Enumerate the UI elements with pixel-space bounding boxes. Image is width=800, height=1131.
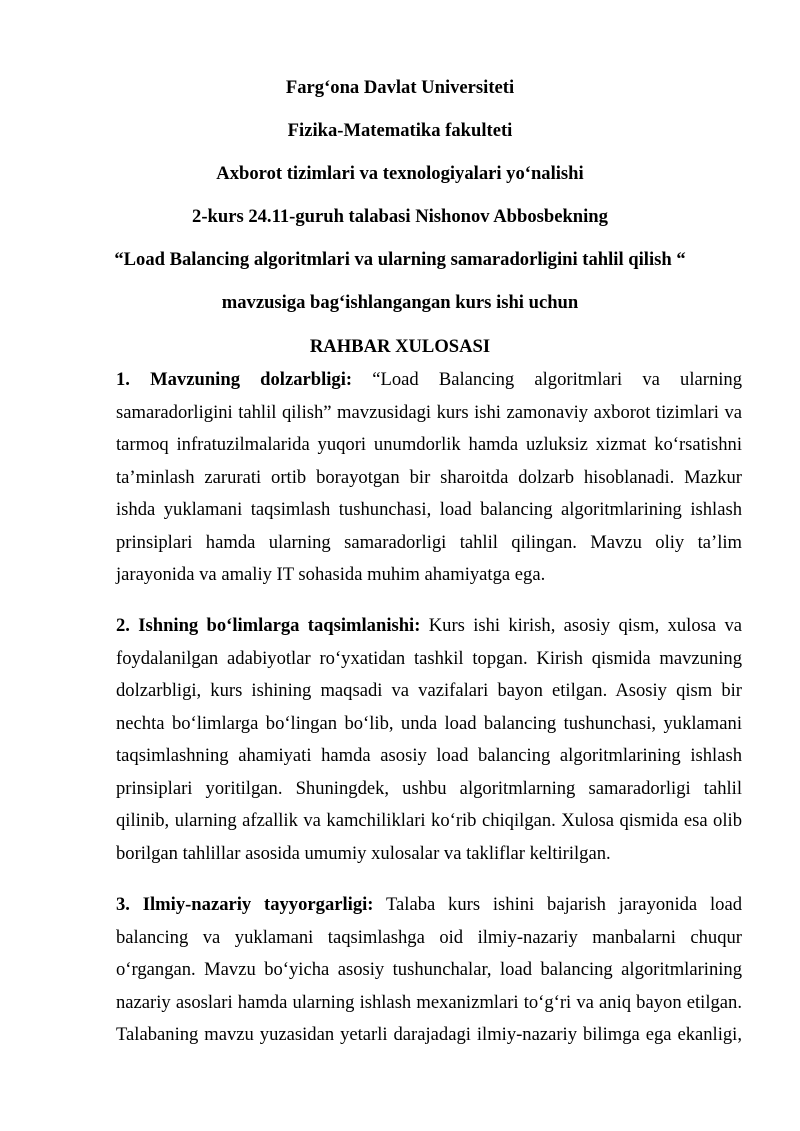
section-text: “Load Balancing algoritmlari va ularning samaradorligini tahlil qilish” mavzusidagi kurs ishi zamonaviy axborot tizimlari va tarmoq infratuzilmalarida yuqori unumdorlik hamda uzluksiz xizmat ko‘rsatishni ta’minlash zarurati ortib borayotgan bir sharoitda dolzarb hisoblanadi. Mazkur ishda yuklamani taqsimlash tushunchasi, load balancing algoritmlarining ishlash prinsiplari hamda ularning samaradorligi tahlil qilingan. Mavzu oliy ta’lim jarayonida va amaliy IT sohasida muhim ahamiyatga ega. [116, 369, 742, 585]
section-relevance [116, 364, 742, 592]
section-text: Talaba kurs ishini bajarish jarayonida load balancing va yuklamani taqsimlashga oid ilmiy-nazariy manbalarni chuqur o‘rgangan. Mavzu bo‘yicha asosiy tushunchalar, load balancing algoritmlarining nazariy asoslari hamda ularning ishlash mexanizmlari to‘g‘ri va aniq bayon etilgan. Talabaning mavzu yuzasidan yetarli darajadagi ilmiy-nazariy bilimga ega ekanligi, [116, 894, 742, 1045]
section-text: Kurs ishi kirish, asosiy qism, xulosa va foydalanilgan adabiyotlar ro‘yxatidan tashkil topgan. Kirish qismida mavzuning dolzarbligi, kurs ishining maqsadi va vazifalari bayon etilgan. Asosiy qism bir nechta bo‘limlarga bo‘lingan bo‘lib, unda load balancing tushunchasi, yuklamani taqsimlashning ahamiyati hamda asosiy load balancing algoritmlarining ishlash prinsiplari yoritilgan. Shuningdek, ushbu algoritmlarning samaradorligi tahlil qilinib, ularning afzallik va kamchiliklari ko‘rib chiqilgan. Xulosa qismida esa olib borilgan tahlillar asosida umumiy xulosalar va takliflar keltirilgan. [116, 615, 742, 864]
section-theory [116, 889, 742, 1052]
direction-name: Axborot tizimlari va texnologiyalari yo‘nalishi [216, 163, 584, 184]
section-structure [116, 610, 742, 870]
section-heading: 1. Mavzuning dolzarbligi: [116, 369, 353, 390]
document-title: RAHBAR XULOSASI [309, 336, 491, 357]
faculty-name: Fizika-Matematika fakulteti [287, 120, 513, 141]
university-name: Farg‘ona Davlat Universiteti [285, 77, 515, 98]
section-heading: 2. Ishning bo‘limlarga taqsimlanishi: [116, 615, 421, 636]
topic-suffix: mavzusiga bag‘ishlangangan kurs ishi uchun [221, 292, 579, 313]
topic-title: “Load Balancing algoritmlari va ularning samaradorligini tahlil qilish “ [114, 249, 686, 270]
student-line: 2-kurs 24.11-guruh talabasi Nishonov Abbosbekning [192, 206, 608, 227]
section-heading: 3. Ilmiy-nazariy tayyorgarligi: [116, 894, 374, 915]
